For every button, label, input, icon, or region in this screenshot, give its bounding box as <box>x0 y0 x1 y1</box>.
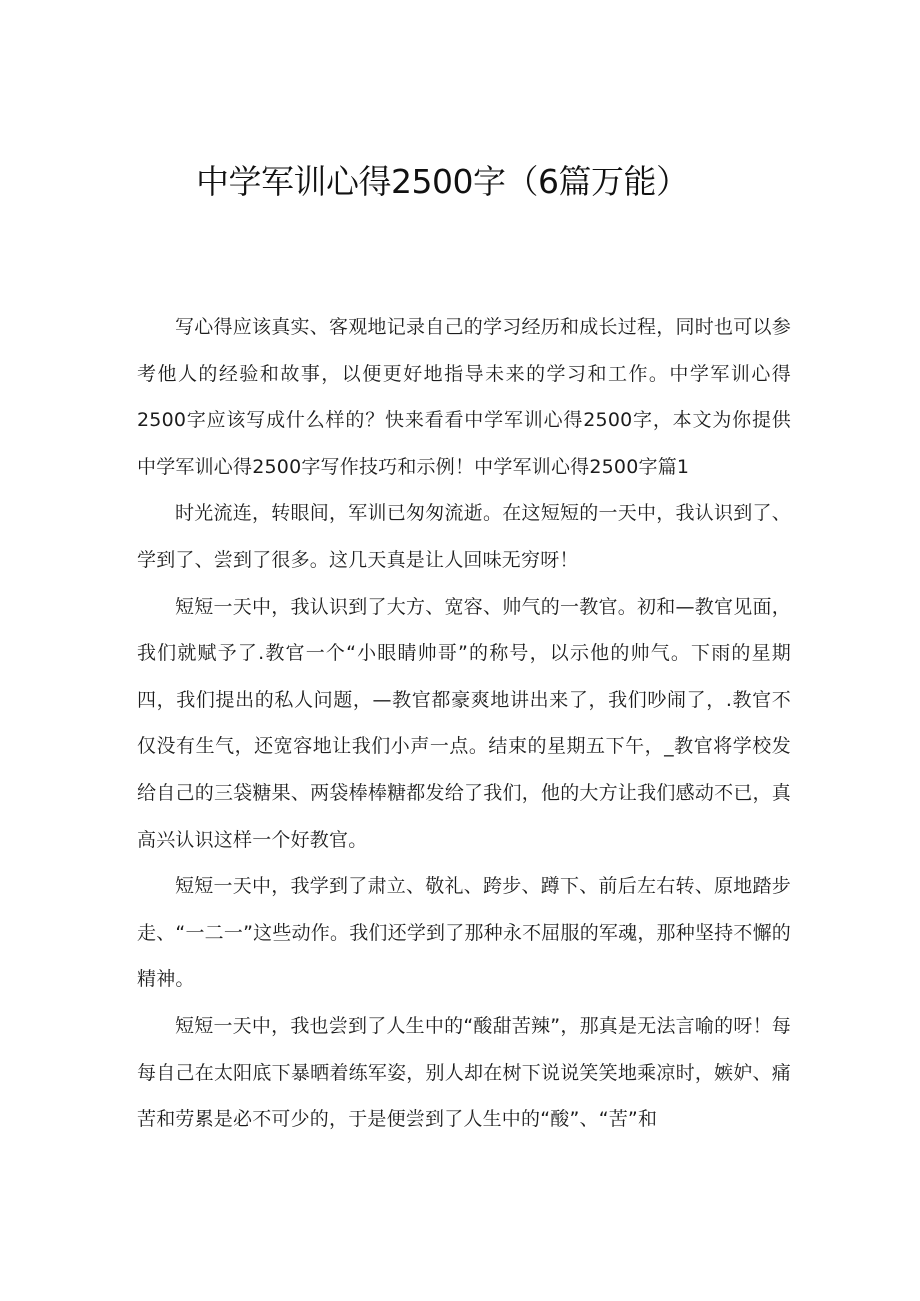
paragraph-intro: 写心得应该真实、客观地记录自己的学习经历和成长过程，同时也可以参考他人的经验和故事，以便更好地指导未来的学习和工作。中学军训心得2500字应该写成什么样的？快来看看中学军训心得2500字，本文为你提供中学军训心得2500字写作技巧和示例！中学军训心得2500字篇1 <box>137 316 791 478</box>
document-body <box>137 304 791 1143</box>
paragraph-2: 短短一天中，我认识到了大方、宽容、帅气的一教官。初和—教官见面，我们就赋予了.教官一个“小眼睛帅哥”的称号，以示他的帅气。下雨的星期四，我们提出的私人问题，—教官都豪爽地讲出来了，我们吵闹了，.教官不仅没有生气，还宽容地让我们小声一点。结束的星期五下午，_教官将学校发给自己的三袋糖果、两袋棒棒糖都发给了我们，他的大方让我们感动不已，真高兴认识这样一个好教官。 <box>137 595 791 851</box>
paragraph-1: 时光流连，转眼间，军训已匆匆流逝。在这短短的一天中，我认识到了、学到了、尝到了很多。这几天真是让人回味无穷呀！ <box>137 502 791 571</box>
paragraph-3: 短短一天中，我学到了肃立、敬礼、跨步、蹲下、前后左右转、原地踏步走、“一二一”这些动作。我们还学到了那种永不屈服的军魂，那种坚持不懈的精神。 <box>137 875 791 991</box>
document-title: 中学军训心得2500字（6篇万能） <box>196 162 689 201</box>
paragraph-4: 短短一天中，我也尝到了人生中的“酸甜苦辣”，那真是无法言喻的呀！每每自己在太阳底下暴晒着练军姿，别人却在树下说说笑笑地乘凉时，嫉妒、痛苦和劳累是必不可少的，于是便尝到了人生中的“酸”、“苦”和 <box>137 1014 791 1131</box>
